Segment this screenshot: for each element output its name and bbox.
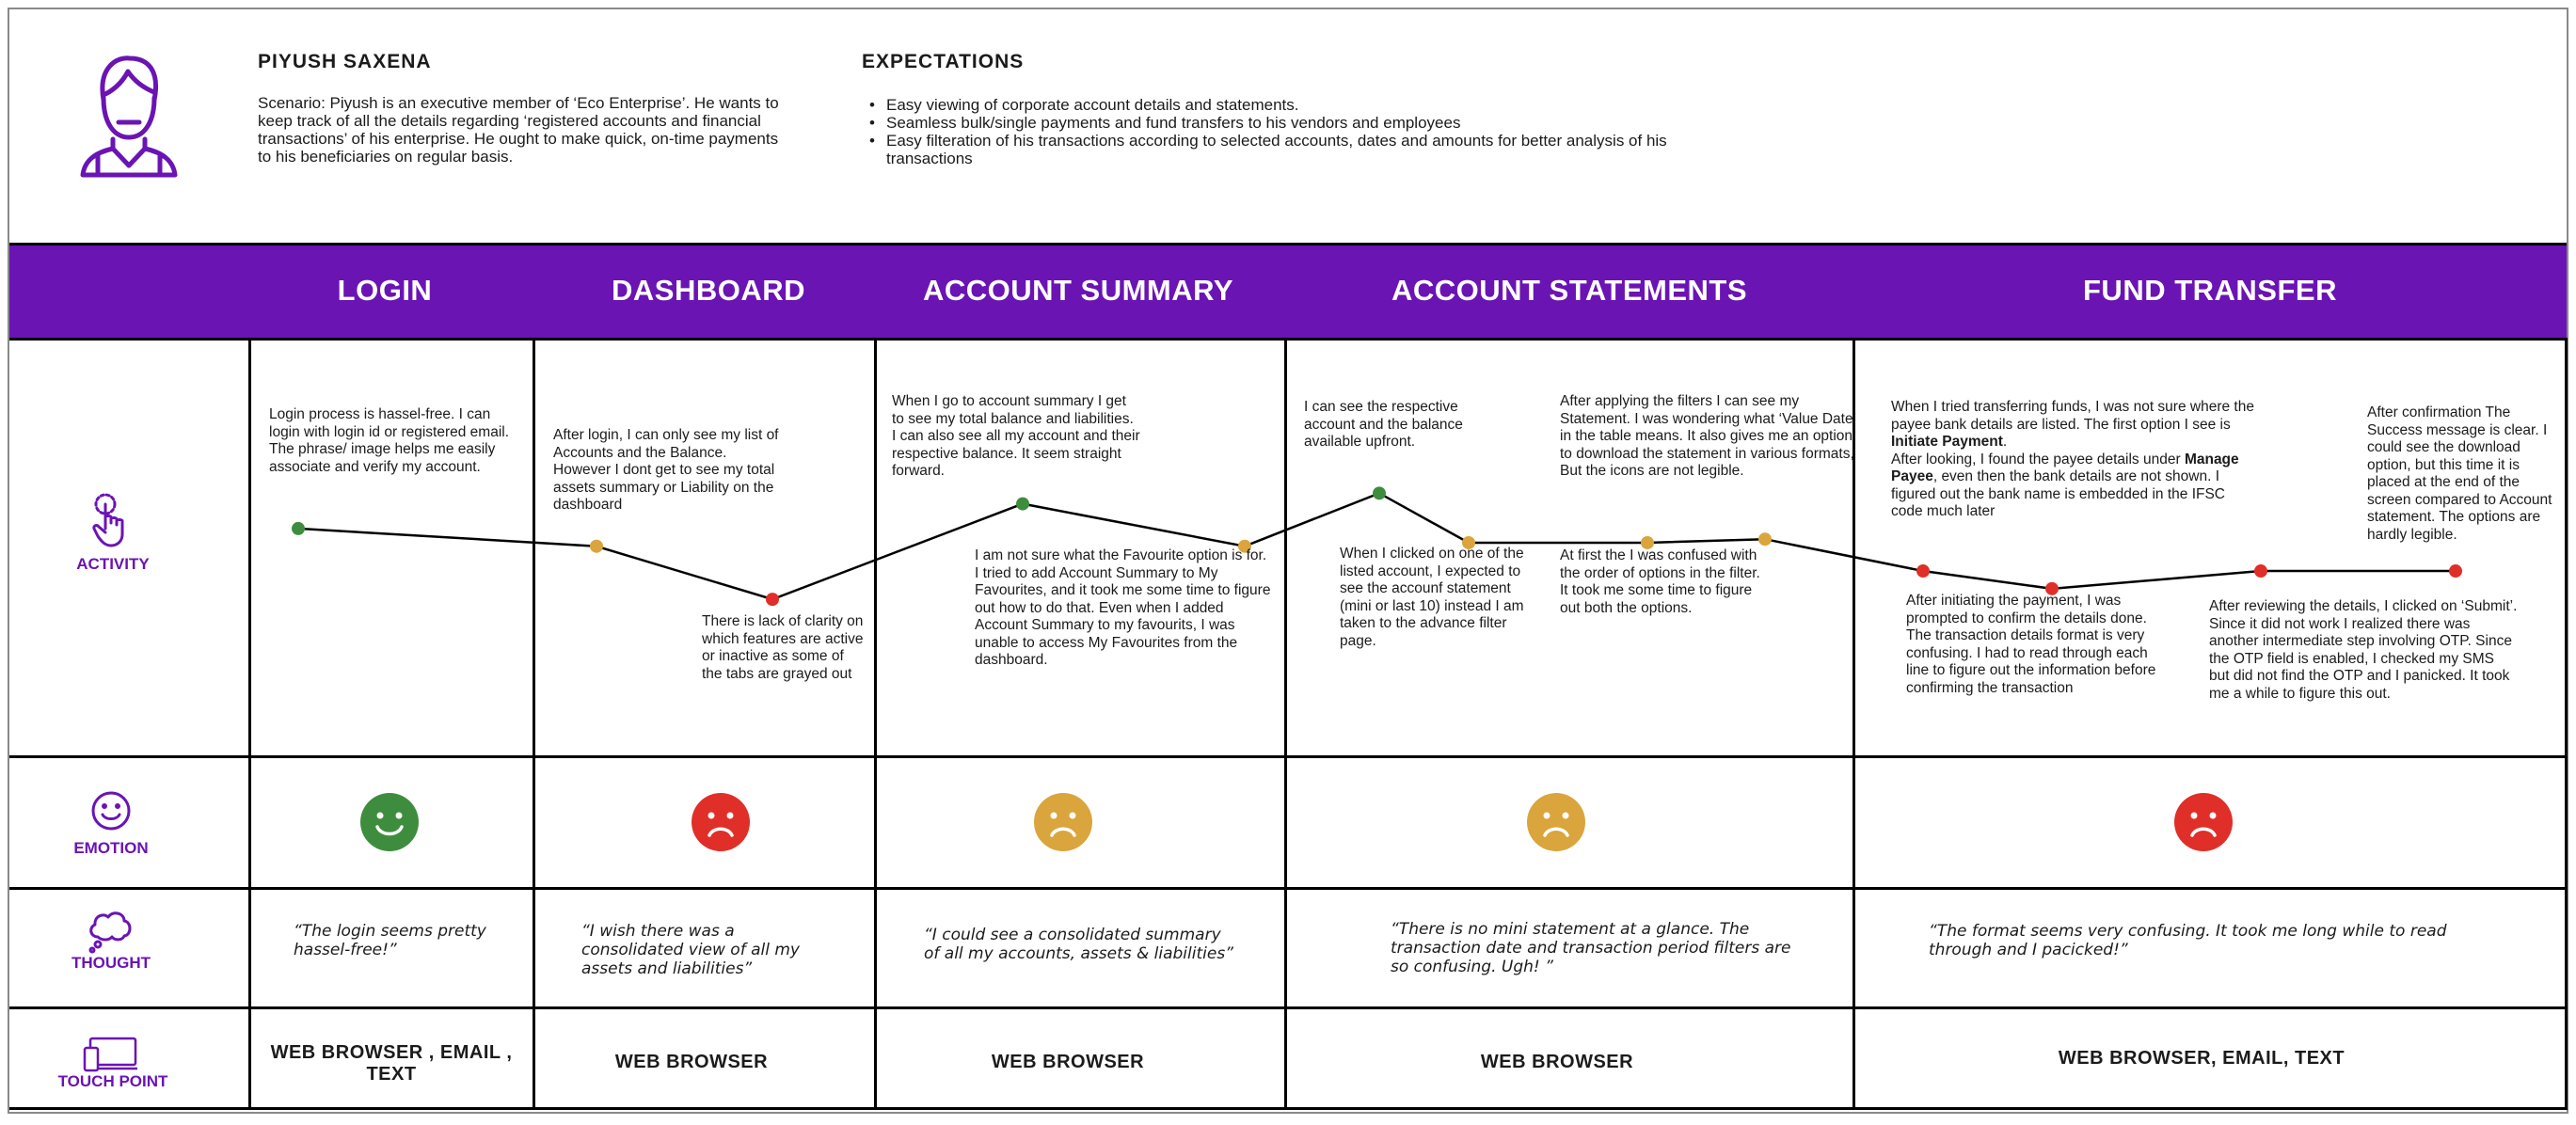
thought-fund-transfer: “The format seems very confusing. It took me long while to read through and I pacicked!” <box>1929 922 2447 959</box>
journey-point-positive <box>1016 498 1029 511</box>
stage-account-statements: ACCOUNT STATEMENTS <box>1391 274 1748 307</box>
row-label-emotion: EMOTION <box>73 839 149 857</box>
touch-point-fund-transfer: WEB BROWSER, EMAIL, TEXT <box>2058 1048 2345 1069</box>
thought-dashboard: “I wish there was a consolidated view of all my assets and liabilities” <box>581 922 800 978</box>
activity-text-fund-1: When I tried transferring funds, I was not sure where the payee bank details are listed. The first option I see is Initiate Payment. After looking, I found the payee details under Manage Payee, even then the bank details are not shown. I figured out the bank name is embedded in the IFSC code much later <box>1891 399 2254 519</box>
emotion-sad-icon <box>692 793 750 851</box>
thought-summary: “I could see a consolidated summary of all my accounts, assets & liabilities” <box>924 926 1233 963</box>
activity-text-summary-1: When I go to account summary I get to see my total balance and liabilities. I can also see all my account and their respective balance. It seem straight forward. <box>892 393 1140 479</box>
journey-point-positive <box>1373 486 1386 499</box>
emotion-sad-icon <box>1034 793 1092 851</box>
stage-dashboard: DASHBOARD <box>612 274 805 307</box>
row-label-thought: THOUGHT <box>71 954 151 972</box>
activity-text-dashboard-1: After login, I can only see my list of Accounts and the Balance. However I dont get to see my total assets summary or Liability on the dashboard <box>553 427 779 513</box>
stage-login: LOGIN <box>337 274 433 307</box>
activity-text-summary-2: I am not sure what the Favourite option is for. I tried to add Account Summary to My Favourites, and it took me some time to figure out how to do that. Even when I added Account Summary to my favourits, I was unable to access My Favourites from the dashboard. <box>975 547 1271 668</box>
expectation-item: • Easy viewing of corporate account details and statements. <box>869 96 1697 114</box>
activity-text-fund-4: After confirmation The Success message is clear. I could see the download option, but this time it is placed at the end of the screen compared to Account statement. The options are hardly legible. <box>2367 404 2552 543</box>
stage-fund-transfer: FUND TRANSFER <box>2083 274 2337 307</box>
persona-scenario: Scenario: Piyush is an executive member of ‘Eco Enterprise’. He wants to keep track of all the details regarding ‘registered accounts and financial transactions’ of his enterprise. He ought to make quick, on-time payments to his beneficiaries on regular basis. <box>258 94 779 166</box>
activity-text-fund-2: After initiating the payment, I was prompted to confirm the details done. The transaction details format is very confusing. I had to read through each line to figure out the information before confirming the transaction <box>1906 593 2156 696</box>
journey-point-negative <box>1916 564 1930 578</box>
expectations-title: EXPECTATIONS <box>862 51 1025 72</box>
journey-point-negative <box>2254 564 2267 578</box>
expectation-item: • Seamless bulk/single payments and fund transfers to his vendors and employees <box>869 114 1697 132</box>
journey-point-neutral <box>590 540 603 553</box>
stage-account-summary: ACCOUNT SUMMARY <box>922 274 1234 307</box>
journey-point-negative <box>2449 564 2462 578</box>
activity-text-statements-1: I can see the respective account and the balance available upfront. <box>1304 399 1463 450</box>
touch-point-summary: WEB BROWSER <box>991 1052 1145 1072</box>
emotion-happy-icon <box>360 793 419 851</box>
row-label-activity: ACTIVITY <box>76 555 150 573</box>
activity-text-statements-4: At first the I was confused with the order of options in the filter. It took me some time to figure out both the options. <box>1560 547 1760 616</box>
activity-text-statements-3: After applying the filters I can see my Statement. I was wondering what ‘Value Date’ in the table means. It also gives me an option to download the statement in various formats, But the icons are not legible. <box>1560 393 1856 479</box>
touch-point-login: WEB BROWSER , EMAIL , TEXT <box>270 1042 513 1085</box>
expectation-item: • Easy filteration of his transactions according to selected accounts, dates and amounts for better analysis of his transactions <box>869 132 1697 167</box>
touch-point-dashboard: WEB BROWSER <box>614 1052 769 1072</box>
initiate-payment-label: Initiate Payment <box>1891 434 2003 450</box>
journey-point-negative <box>766 593 779 606</box>
manage-payee-label: Manage Payee <box>1891 451 2239 484</box>
journey-point-neutral <box>1758 532 1772 546</box>
row-label-touch-point: TOUCH POINT <box>57 1072 168 1090</box>
journey-point-positive <box>292 522 305 535</box>
activity-text-fund-3: After reviewing the details, I clicked on ‘Submit’. Since it did not work I realized there was another intermediate step involving OTP. Since the OTP field is enabled, I checked my SMS but did not find the OTP and I panicked. It took me a while to figure this out. <box>2209 598 2518 702</box>
emotion-sad-icon <box>1527 793 1585 851</box>
touch-point-statements: WEB BROWSER <box>1480 1052 1634 1072</box>
thought-login: “The login seems pretty hassel-free!” <box>294 922 486 959</box>
persona-name: PIYUSH SAXENA <box>258 51 432 72</box>
emotion-sad-icon <box>2174 793 2233 851</box>
activity-text-login: Login process is hassel-free. I can login with login id or registered email. The phrase/ image helps me easily associate and verify my account. <box>269 406 510 475</box>
thought-statements: “There is no mini statement at a glance. The transaction date and transaction period filters are so confusing. Ugh! ” <box>1391 920 1791 976</box>
activity-text-dashboard-2: There is lack of clarity on which features are active or inactive as some of the tabs are grayed out <box>702 613 864 682</box>
activity-text-statements-2: When I clicked on one of the listed account, I expected to see the accounf statement (mini or last 10) instead I am taken to the advance filter page. <box>1340 546 1524 649</box>
